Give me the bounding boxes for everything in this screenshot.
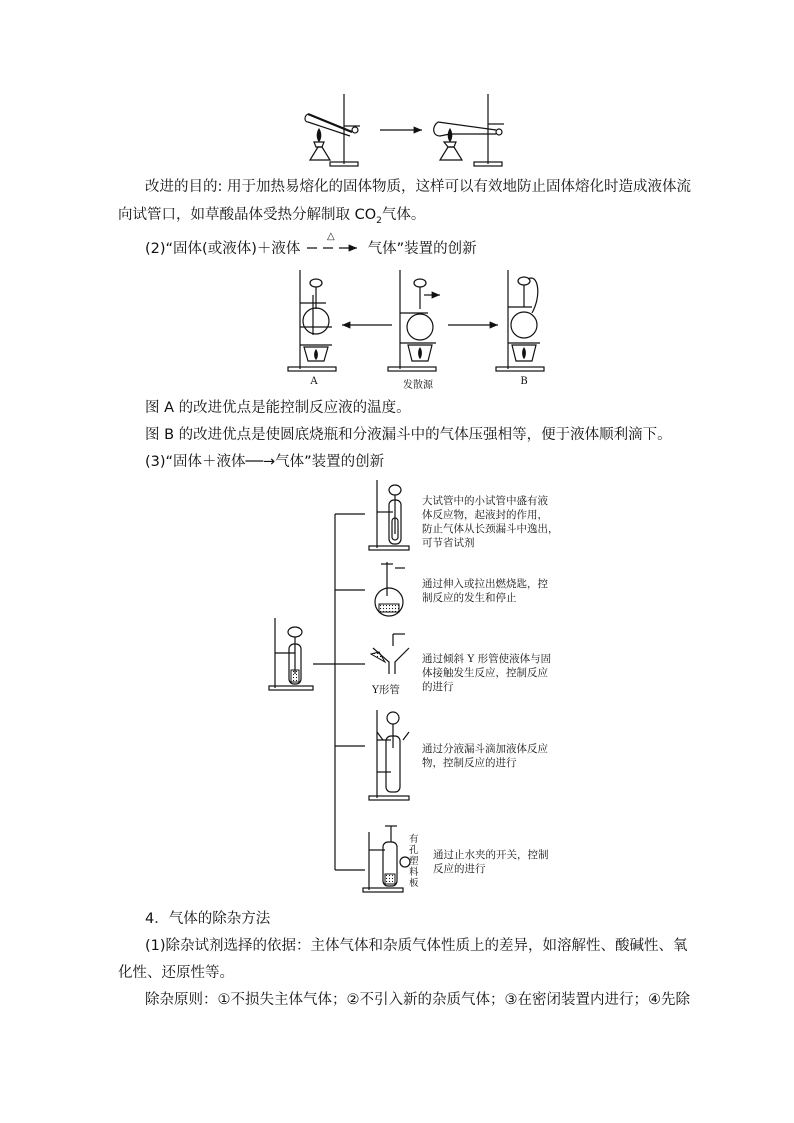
label-origin: 发散源 (403, 380, 433, 391)
label-b: B (520, 376, 528, 387)
item5-apparatus (363, 826, 410, 892)
item2-apparatus (375, 562, 405, 616)
item5-description: 通过止水夹的开关，控制 反应的进行 (433, 849, 549, 875)
apparatus-before (305, 94, 360, 166)
section4-para1-line2: 化性、还原性等。 (118, 965, 234, 981)
label-a: A (310, 376, 318, 387)
item2-description: 通过伸入或拉出燃烧匙，控 制反应的发生和停止 (422, 578, 548, 604)
item3-apparatus (371, 634, 409, 674)
item3-description: 通过倾斜 Y 形管使液体与固 体接触发生反应，控制反应 的进行 (422, 653, 552, 693)
section3-heading: (3)“固体＋液体──→气体”装置的创新 (145, 454, 385, 470)
section2-heading: (2)“固体(或液体)＋液体 △ 气体”装置的创新 (145, 238, 477, 260)
item1-apparatus (369, 480, 409, 550)
flask-apparatus-figure (280, 265, 550, 375)
delta-symbol: △ (326, 231, 335, 242)
section4-para2-line1: 除杂原则：①不损失主体气体；②不引入新的杂质气体；③在密闭装置内进行；④先除 (145, 992, 690, 1008)
apparatus-origin (388, 270, 440, 371)
item1-description: 大试管中的小试管中盛有液 体反应物，起液封的作用， 防止气体从长颈漏斗中逸出， 可节省试剂 (422, 495, 559, 549)
note-a: 图 A 的改进优点是能控制反应液的温度。 (145, 400, 411, 416)
tree-diagram (265, 478, 425, 898)
item4-apparatus (369, 710, 409, 800)
apparatus-b (496, 270, 544, 371)
porous-plate-label: 有 孔 塑 料 板 (409, 834, 419, 889)
source-apparatus (269, 618, 313, 690)
apparatus-after (434, 94, 504, 166)
note-b: 图 B 的改进优点是使圆底烧瓶和分液漏斗中的气体压强相等，便于液体顺利滴下。 (145, 427, 672, 443)
apparatus-a (288, 270, 336, 371)
y-tube-label: Y形管 (372, 684, 400, 696)
purpose-line-2: 向试管口，如草酸晶体受热分解制取 $CO_2$气体。 (118, 207, 426, 226)
purpose-line-1: 改进的目的: 用于加热易熔化的固体物质，这样可以有效地防止固体熔化时造成液体流 (145, 179, 691, 195)
heating-apparatus-figure (300, 92, 520, 172)
item4-description: 通过分液漏斗滴加液体反应 物，控制反应的进行 (422, 743, 548, 769)
section4-heading: 4．气体的除杂方法 (145, 911, 271, 927)
section4-para1-line1: (1)除杂试剂选择的依据：主体气体和杂质气体性质上的差异，如溶解性、酸碱性、氧 (145, 938, 688, 954)
